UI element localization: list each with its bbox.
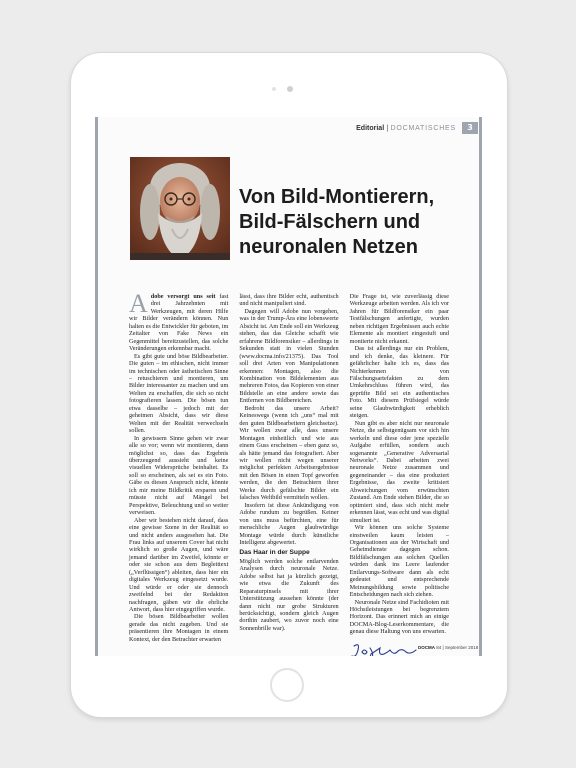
article-column-3 [349,293,449,636]
paragraph: Insofern ist diese Ankündigung von Adobe rundum zu begrüßen. Keiner von uns muss befürchten, eine für menschliche Augen glaubwürdige Montage würde durch künstliche Intelligenz abgewertet. [239,501,339,546]
paragraph: Nun gibt es aber nicht nur neuronale Netze, die selbstgenügsam vor sich hin werkeln und diese oder jene spezielle Aufgabe erfüllen, sondern auch sogenannte „Generative Adversarial Networks“. Dabei arbeiten zwei neuronale Netze zusammen und gegeneinander – das eine produziert Ergebnisse, das zweite kritisiert Abweichungen vom erwünschten Zustand. Am Ende stehen Bilder, die so optimiert sind, dass sich nicht mehr erkennen lässt, was echt und was digital simuliert ist. [349,419,449,524]
paragraph: Dagegen will Adobe nun vorgehen, was in der Trump-Ära eine lobenswerte Absicht ist. Am Ende soll ein Werkzeug stehen, das das Gleiche schafft wie erfahrene Bildforensiker – allerdings in Sekunden statt in vielen Stunden (www.docma.info/21375). Das Tool soll drei Arten von Manipulationen erkennen: Montagen, also die Kombination von Bildelementen aus mehreren Fotos, das Kopieren von einer Bildstelle an eine andere sowie das Entfernen von Bildbereichen. [239,307,339,405]
footer-magazine: DOCMA [418,645,435,650]
paragraph: Wir können uns solche Systeme einstweilen kaum leisten – Organisationen aus der Wirtschaft und Geheimdienste dagegen schon. Bildfälschungen aus solchen Quellen würden dank ins Leere laufender Entlarvungs-Software dann als echt gedeutet und entsprechende Meinungsbildung sowie politische Entscheidungen nach sich ziehen. [349,524,449,599]
page-number: 3 [462,122,478,134]
drop-cap: A [129,289,148,318]
header-separator: | [386,124,389,132]
page-header [356,122,478,134]
footer-issue: 84 | September 2018 [436,645,479,650]
paragraph: Aber wir bestehen nicht darauf, dass eine gewisse Szene in der Realität so und nicht anders ausgesehen hat. Die Frau links auf unserem Cover hat nicht wirklich so große Augen, und wäre jemand darüber im Zweifel, könnte er oder sie schon aus dem Begleittext („Verflüssigen“) ableiten, dass hier ein digitales Werkzeug eingesetzt wurde. Und würde er oder sie dennoch zweifelnd bei der Redaktion nachfragen, gäben wir die ehrliche Antwort, dass hier eingegriffen wurde. [129,516,229,614]
paragraph: In gewissem Sinne gehen wir zwar alle so vor; wenn wir montieren, dann möglichst so, dass das Ergebnis überzeugend aussieht und keine visuellen Widersprüche beinhaltet. Es soll so erscheinen, als sei es ein Foto. Gäbe es diesen Anspruch nicht, könnte ich mir meine Bildkritik ersparen und müsste nicht auf Mängel bei Perspektive, Beleuchtung und so weiter verweisen. [129,434,229,517]
header-section: Editorial [356,124,385,132]
front-camera [287,86,293,92]
lead-bold-text: dobe versorgt uns seit [150,293,216,300]
proximity-sensor [272,87,276,91]
paragraph: Das ist allerdings nur ein Problem, und ich denke, das kleinere. Für gefährlicher halte ich es, dass das Nichterkennen von Fälschungsartefakten zu dem Umkehrschluss führen wird, das geprüfte Bild sei ein authentisches Foto. Mit diesem Prüfsiegel würde seine Glaubwürdigkeit erheblich steigen. [349,345,449,420]
lead-paragraph [129,289,229,353]
paragraph: Die Frage ist, wie zuverlässig diese Werkzeuge arbeiten werden. Als ich vor Jahren für Bildforensiker ein paar Testfälschungen anfertigte, wurden neben richtigen Ergebnissen auch echte Elemente als montiert eingestuft und montierte nicht erkannt. [349,293,449,345]
magazine-page [95,117,482,656]
lead-text: fast drei Jahrzehnten mit Werkzeugen, mit deren Hilfe wir Bilder verändern können. Nun halten es die Entwickler für geboten, im Zeitalter von Fake News ein Gegenmittel bereitzustellen, das solche Veränderungen erkennbar macht. [129,293,229,353]
article-body [129,289,449,643]
subheading: Das Haar in der Suppe [239,549,310,557]
article-column-1 [129,289,229,643]
author-photo [130,157,230,260]
header-topic: DOCMATISCHES [390,124,456,132]
home-button[interactable] [270,668,304,702]
paragraph: Neuronale Netze sind Fachidioten mit Höchstleistungen bei begrenztem Horizont. Das erinnert mich an einige DOCMA-Blog-Leserkommentare, die genau diese Haltung von uns erwarten. [349,598,449,636]
paragraph: lässt, dass ihre Bilder echt, authentisch und nicht manipuliert sind. [239,293,339,308]
paragraph: Es gibt gute und böse Bildbearbeiter. Die guten – im ethischen, nicht immer im technischen oder ästhetischen Sinne – retuschieren und montieren, um Bilder interessanter zu machen und um Welten zu erschaffen, die sich so nicht fotografieren lassen. Die bösen tun etwa dasselbe – jedoch mit der geheimen Absicht, dass wir diese Welten mit der Realität verwechseln sollen. [129,352,229,435]
paragraph: Bedroht das unsere Arbeit? Keineswegs (wenn ich „uns“ mal mit den guten Bildbearbeitern gleichsetze). Wir wollen zwar alle, dass unsere Montagen einheitlich und wie aus einem Guss erscheinen – eben ganz so, als hätte jemand das fotografiert. Aber wir wollen nicht wegen unserer möglichst perfekten Arbeitsergebnisse mit den Bösen in einen Topf geworfen werden, die den Betrachtern ihrer Werke durch gefälschte Bilder ein falsches Weltbild vermitteln wollen. [239,404,339,502]
paragraph: Möglich werden solche entlarvenden Analysen durch neuronale Netze. Adobe selbst hat ja kürzlich gezeigt, wie etwa die Zukunft des Reparaturpinsels mit ihrer Unterstützung aussehen könnte (der dann nicht nur grobe Strukturen berücksichtigt, sondern gleich Augen dorthin zaubert, wo zuvor noch eine Sonnenbrille war). [239,557,339,632]
left-accent-bar [95,117,98,656]
article-title: Von Bild-Montierern, Bild-Fälschern und neuronalen Netzen [239,186,435,258]
paragraph: Die bösen Bildbearbeiter wollen gerade das nicht zugeben. Und sie präsentieren ihre Montagen in einem Kontext, der den Betrachter erwarten [129,613,229,643]
right-accent-bar [479,117,482,656]
article-column-2 [239,293,338,633]
page-footer [418,645,478,650]
